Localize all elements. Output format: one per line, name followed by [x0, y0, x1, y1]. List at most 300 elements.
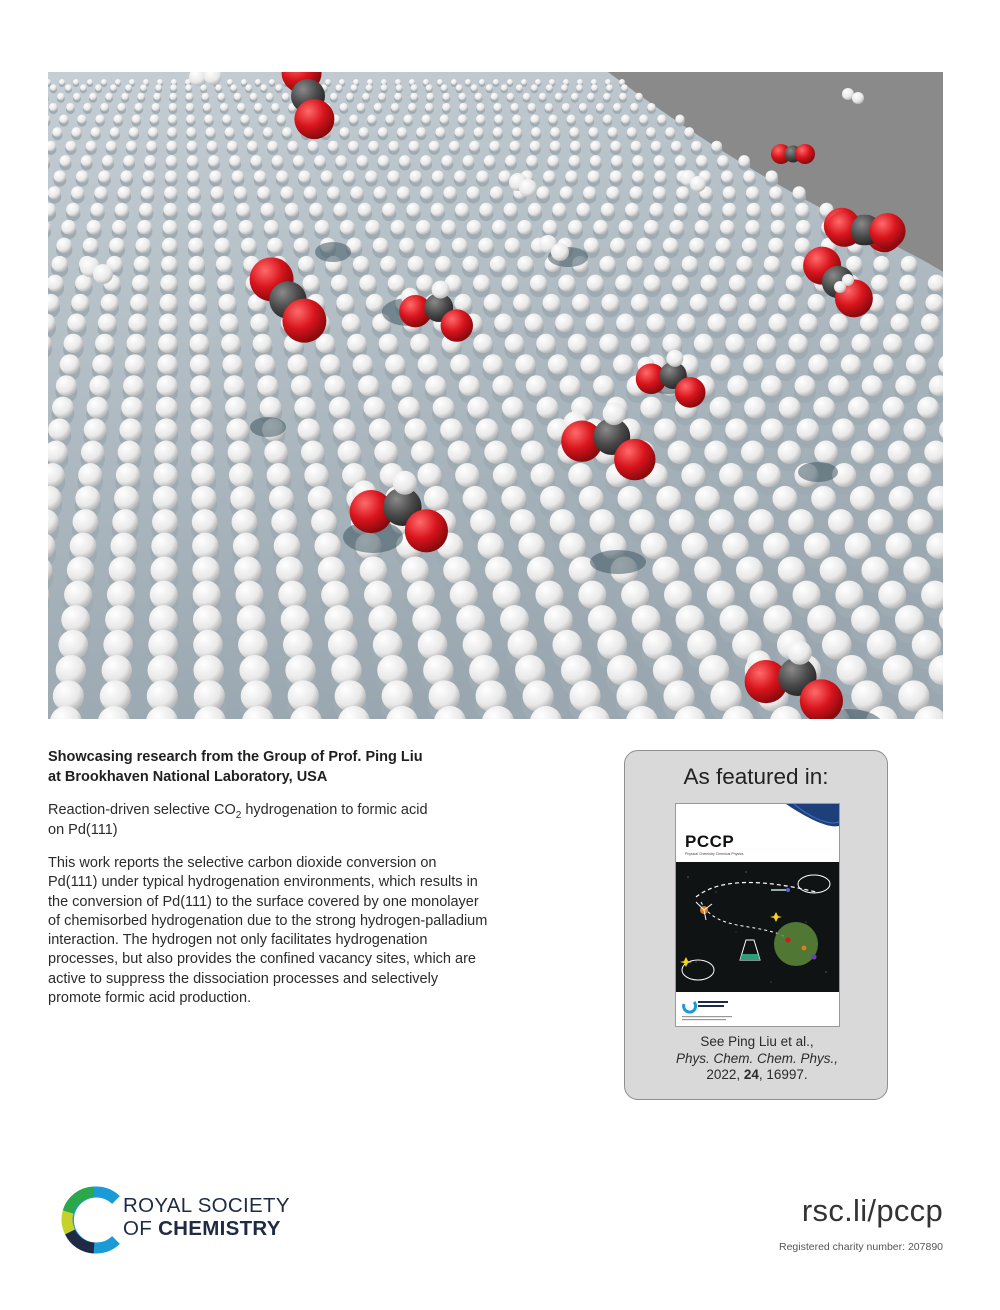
hydrogen-atom [364, 581, 392, 609]
hydrogen-atom [151, 556, 178, 583]
hydrogen-atom [189, 275, 206, 292]
hydrogen-atom [632, 605, 661, 634]
hydrogen-atom [440, 418, 463, 441]
hydrogen-atom [763, 533, 789, 559]
hydrogen-atom [768, 238, 783, 253]
pd-surface-illustration [48, 72, 943, 719]
featured-heading: As featured in: [683, 764, 829, 789]
hydrogen-atom [191, 463, 215, 487]
hydrogen-atom [511, 103, 519, 111]
hydrogen-atom [396, 84, 403, 91]
hydrogen-atom [539, 93, 547, 101]
hydrogen-atom [203, 103, 211, 111]
hydrogen-atom [788, 641, 812, 665]
hydrogen-atom [795, 375, 816, 396]
hydrogen-atom [647, 314, 666, 333]
journal-cover-thumbnail[interactable] [675, 803, 840, 1027]
wordmark-line-2 [123, 1217, 323, 1240]
hydrogen-atom [586, 314, 605, 333]
hydrogen-atom [395, 79, 401, 85]
hydrogen-atom [717, 155, 729, 167]
hydrogen-atom [226, 418, 249, 441]
hydrogen-atom [778, 556, 805, 583]
hydrogen-atom [669, 220, 684, 235]
hydrogen-atom [763, 605, 792, 634]
hydrogen-atom [426, 93, 434, 101]
hydrogen-atom [230, 486, 255, 511]
hydrogen-atom [91, 203, 105, 217]
hydrogen-atom [558, 275, 575, 292]
hydrogen-atom [324, 375, 345, 396]
hydrogen-atom [476, 114, 485, 123]
hydrogen-atom [551, 243, 569, 261]
title-subscript: 2 [235, 809, 242, 821]
hydrogen-atom [166, 155, 178, 167]
hydrogen-atom [81, 155, 93, 167]
hydrogen-atom [115, 79, 121, 85]
hydrogen-atom [168, 114, 177, 123]
hydrogen-atom [925, 294, 943, 312]
hydrogen-atom [380, 256, 396, 272]
hydrogen-atom [275, 84, 282, 91]
hydrogen-atom [298, 418, 321, 441]
hydrogen-atom [327, 186, 340, 199]
hydrogen-atom [517, 220, 532, 235]
hydrogen-atom [71, 127, 81, 137]
hydrogen-atom [237, 605, 266, 634]
hydrogen-atom [191, 418, 214, 441]
hydrogen-atom [571, 93, 579, 101]
hydrogen-atom [259, 114, 268, 123]
hydrogen-atom [187, 141, 198, 152]
hydrogen-atom [186, 93, 194, 101]
hydrogen-atom [850, 486, 875, 511]
hydrogen-atom [456, 605, 485, 634]
hydrogen-atom [59, 114, 68, 123]
hydrogen-atom [903, 556, 930, 583]
hydrogen-atom [467, 186, 480, 199]
hydrogen-atom [583, 186, 596, 199]
hydrogen-atom [219, 294, 237, 312]
hydrogen-atom [443, 93, 451, 101]
hydrogen-atom [778, 441, 801, 464]
hydrogen-atom [500, 605, 529, 634]
hydrogen-atom [192, 533, 218, 559]
hydrogen-atom [459, 93, 467, 101]
hydrogen-atom [67, 556, 94, 583]
hydrogen-atom [388, 275, 405, 292]
hydrogen-atom [298, 256, 314, 272]
hydrogen-atom [385, 114, 394, 123]
hydrogen-atom [66, 103, 74, 111]
hydrogen-atom [694, 556, 721, 583]
cover-artwork [676, 862, 839, 992]
hydrogen-atom [559, 533, 585, 559]
hydrogen-atom [106, 141, 117, 152]
hydrogen-atom [644, 220, 659, 235]
hydrogen-atom [154, 463, 178, 487]
hydrogen-atom [409, 79, 415, 85]
hydrogen-atom [187, 186, 200, 199]
hydrogen-atom [747, 203, 761, 217]
cover-subtitle: Physical Chemistry Chemical Physics [685, 852, 744, 856]
hydrogen-atom [93, 264, 113, 284]
hydrogen-atom [109, 238, 124, 253]
hydrogen-atom [164, 186, 177, 199]
charity-number: Registered charity number: 207890 [778, 1241, 943, 1253]
hydrogen-atom [899, 275, 916, 292]
hydrogen-atom [289, 220, 304, 235]
hydrogen-atom [412, 605, 441, 634]
hydrogen-atom [235, 581, 263, 609]
hydrogen-atom [501, 486, 526, 511]
hydrogen-atom [741, 441, 764, 464]
hydrogen-atom [66, 203, 80, 217]
hydrogen-atom [128, 314, 147, 333]
hydrogen-atom [283, 630, 313, 660]
hydrogen-atom [333, 418, 356, 441]
hydrogen-atom [891, 314, 910, 333]
hydrogen-atom [531, 127, 541, 137]
hydrogen-atom [87, 79, 93, 85]
hydrogen-atom [336, 84, 343, 91]
hydrogen-atom [603, 402, 626, 425]
hydrogen-atom [157, 79, 163, 85]
citation-journal: Phys. Chem. Chem. Phys., [675, 1050, 839, 1066]
hydrogen-atom [160, 294, 178, 312]
hydrogen-atom [804, 533, 830, 559]
hydrogen-atom [282, 127, 292, 137]
hydrogen-atom [618, 486, 643, 511]
hydrogen-atom [87, 220, 102, 235]
hydrogen-atom [921, 314, 940, 333]
hydrogen-atom [425, 375, 446, 396]
hydrogen-atom [795, 238, 810, 253]
hydrogen-atom [799, 314, 818, 333]
hydrogen-atom [576, 84, 583, 91]
hydrogen-atom [416, 220, 431, 235]
hydrogen-atom [377, 655, 407, 685]
hydrogen-atom [796, 220, 811, 235]
hydrogen-atom [862, 375, 883, 396]
hydrogen-atom [373, 238, 388, 253]
hydrogen-atom [367, 79, 373, 85]
hydrogen-atom [868, 418, 891, 441]
hydrogen-atom [443, 186, 456, 199]
hydrogen-atom [835, 581, 863, 609]
hydrogen-atom [121, 93, 129, 101]
hydrogen-atom [339, 79, 345, 85]
oxygen-atom [614, 439, 655, 480]
hydrogen-atom [543, 170, 555, 182]
hydrogen-atom [408, 256, 424, 272]
hydrogen-atom [531, 463, 555, 487]
hydrogen-atom [250, 314, 269, 333]
hydrogen-atom [50, 84, 57, 91]
hydrogen-atom [527, 556, 554, 583]
hydrogen-atom [378, 93, 386, 101]
hydrogen-atom [233, 533, 259, 559]
hydrogen-atom [52, 256, 68, 272]
hydrogen-atom [357, 103, 365, 111]
hydrogen-atom [425, 103, 433, 111]
hydrogen-atom [232, 509, 258, 535]
hydrogen-atom [499, 170, 511, 182]
hydrogen-atom [795, 203, 809, 217]
hydrogen-atom [410, 170, 422, 182]
hydrogen-atom [288, 141, 299, 152]
hydrogen-atom [166, 141, 177, 152]
hydrogen-atom [422, 114, 431, 123]
hydrogen-atom [416, 275, 433, 292]
hydrogen-atom [404, 114, 413, 123]
hydrogen-atom [569, 127, 579, 137]
citation-line-1: See Ping Liu et al., [700, 1034, 814, 1049]
cover-footer-graphic [676, 992, 839, 1026]
hydrogen-atom [883, 334, 902, 353]
hydrogen-atom [57, 93, 65, 101]
hydrogen-atom [675, 114, 684, 123]
hydrogen-atom [349, 114, 358, 123]
hydrogen-atom [828, 375, 849, 396]
hydrogen-atom [490, 256, 506, 272]
hydrogen-atom [546, 84, 553, 91]
hydrogen-atom [454, 127, 464, 137]
hydrogen-atom [666, 350, 683, 367]
hydrogen-atom [665, 127, 675, 137]
hydrogen-atom [95, 84, 102, 91]
hydrogen-atom [476, 103, 484, 111]
hydrogen-atom [478, 533, 504, 559]
hydrogen-atom [619, 79, 625, 85]
hydrogen-atom [401, 556, 428, 583]
hydrogen-atom [748, 509, 774, 535]
hydrogen-atom [677, 314, 696, 333]
hydrogen-atom [420, 155, 432, 167]
hydrogen-atom [222, 114, 231, 123]
hydrogen-atom [450, 354, 470, 374]
hydrogen-atom [102, 155, 114, 167]
cover-title: PCCP [685, 832, 735, 851]
hydrogen-atom [489, 141, 500, 152]
hydrogen-atom [635, 93, 643, 101]
showcase-heading [48, 747, 488, 787]
hydrogen-atom [94, 186, 107, 199]
hydrogen-atom [591, 79, 597, 85]
article-title [48, 800, 508, 840]
hydrogen-atom [772, 486, 797, 511]
hydrogen-atom [193, 581, 221, 609]
hydrogen-atom [822, 630, 852, 660]
hydrogen-atom [505, 155, 517, 167]
hydrogen-atom [707, 581, 735, 609]
hydrogen-atom [136, 238, 151, 253]
hydrogen-atom [294, 238, 309, 253]
hydrogen-atom [808, 294, 826, 312]
hydrogen-atom [550, 141, 561, 152]
hydrogen-atom [137, 220, 152, 235]
hydrogen-atom [467, 220, 482, 235]
hydrogen-atom [736, 256, 752, 272]
hydrogen-atom [224, 375, 245, 396]
showcase-line-2: at Brookhaven National Laboratory, USA [48, 769, 328, 785]
hydrogen-atom [471, 84, 478, 91]
hydrogen-atom [493, 127, 503, 137]
hydrogen-atom [750, 581, 778, 609]
hydrogen-atom [660, 294, 678, 312]
hydrogen-atom [518, 533, 544, 559]
hydrogen-atom [67, 314, 86, 333]
hydrogen-atom [309, 203, 323, 217]
journal-url-link[interactable]: rsc.li/pccp [801, 1193, 943, 1228]
hydrogen-atom [644, 275, 661, 292]
hydrogen-atom [271, 509, 297, 535]
hydrogen-atom [84, 418, 107, 441]
hydrogen-atom [257, 186, 270, 199]
hydrogen-atom [66, 141, 77, 152]
hydrogen-atom [227, 141, 238, 152]
hydrogen-atom [505, 334, 524, 353]
hydrogen-atom [160, 275, 177, 292]
hydrogen-atom [676, 186, 689, 199]
hydrogen-atom [743, 170, 755, 182]
hydrogen-atom [358, 375, 379, 396]
hydrogen-atom [512, 114, 521, 123]
hydrogen-atom [267, 463, 291, 487]
hydrogen-atom [148, 127, 158, 137]
hydrogen-atom [254, 170, 266, 182]
hydrogen-atom [291, 375, 312, 396]
hydrogen-atom [664, 581, 692, 609]
hydrogen-atom [613, 103, 621, 111]
hydrogen-atom [116, 463, 140, 487]
hydrogen-atom [675, 155, 687, 167]
hydrogen-atom [510, 141, 521, 152]
hydrogen-atom [682, 533, 708, 559]
hydrogen-atom [690, 294, 708, 312]
hydrogen-atom [89, 93, 97, 101]
hydrogen-atom [517, 256, 533, 272]
hydrogen-atom [269, 79, 275, 85]
hydrogen-atom [442, 103, 450, 111]
hydrogen-atom [190, 397, 212, 419]
hydrogen-atom [346, 93, 354, 101]
hydrogen-atom [505, 238, 520, 253]
hydrogen-atom [663, 238, 678, 253]
hydrogen-atom [157, 375, 178, 396]
hydrogen-atom [374, 441, 397, 464]
hydrogen-atom [871, 275, 888, 292]
hydrogen-atom [410, 334, 429, 353]
hydrogen-atom [441, 84, 448, 91]
hydrogen-atom [123, 375, 144, 396]
hydrogen-atom [761, 418, 784, 441]
hydrogen-atom [672, 275, 689, 292]
hydrogen-atom [193, 605, 222, 634]
hydrogen-atom [105, 605, 134, 634]
vacancy-site [315, 242, 351, 262]
hydrogen-atom [694, 334, 713, 353]
hydrogen-atom [621, 581, 649, 609]
hydrogen-atom [465, 79, 471, 85]
hydrogen-atom [411, 84, 418, 91]
hydrogen-atom [456, 84, 463, 91]
hydrogen-atom [873, 354, 893, 374]
hydrogen-atom [159, 314, 178, 333]
hydrogen-atom [771, 220, 786, 235]
hydrogen-atom [820, 334, 839, 353]
hydrogen-atom [285, 203, 299, 217]
hydrogen-atom [535, 581, 563, 609]
hydrogen-atom [493, 79, 499, 85]
hydrogen-atom [590, 155, 602, 167]
hydrogen-atom [107, 581, 135, 609]
hydrogen-atom [709, 509, 735, 535]
hydrogen-atom [321, 170, 333, 182]
hydrogen-atom [639, 114, 648, 123]
hydrogen-atom [454, 294, 472, 312]
hydrogen-atom [192, 486, 217, 511]
hydrogen-atom [153, 93, 161, 101]
hydrogen-atom [236, 203, 250, 217]
hydrogen-atom [521, 79, 527, 85]
hydrogen-atom [473, 275, 490, 292]
hydrogen-atom [385, 354, 405, 374]
hydrogen-atom [52, 397, 74, 419]
hydrogen-atom [228, 441, 251, 464]
hydrogen-atom [222, 354, 242, 374]
hydrogen-atom [239, 220, 254, 235]
hydrogen-atom [896, 294, 914, 312]
hydrogen-atom [80, 84, 87, 91]
hydrogen-atom [167, 127, 177, 137]
hydrogen-atom [567, 114, 576, 123]
hydrogen-atom [793, 186, 806, 199]
hydrogen-atom [719, 463, 743, 487]
hydrogen-atom [311, 509, 337, 535]
hydrogen-atom [878, 581, 906, 609]
hydrogen-atom [572, 294, 590, 312]
hydrogen-atom [188, 220, 203, 235]
hydrogen-atom [406, 203, 420, 217]
hydrogen-atom [397, 186, 410, 199]
hydrogen-atom [170, 84, 177, 91]
hydrogen-atom [721, 170, 733, 182]
hydrogen-atom [493, 463, 517, 487]
hydrogen-atom [443, 556, 470, 583]
hydrogen-atom [807, 605, 836, 634]
hydrogen-atom [521, 441, 544, 464]
hydrogen-atom [320, 354, 340, 374]
hydrogen-atom [399, 155, 411, 167]
hydrogen-atom [654, 170, 666, 182]
hydrogen-atom [130, 294, 148, 312]
hydrogen-atom [253, 334, 272, 353]
hydrogen-atom [73, 93, 81, 101]
hydrogen-atom [244, 127, 254, 137]
hydrogen-atom [394, 93, 402, 101]
hydrogen-atom [469, 141, 480, 152]
hydrogen-atom [435, 256, 451, 272]
hydrogen-atom [493, 103, 501, 111]
hydrogen-atom [234, 186, 247, 199]
hydrogen-atom [304, 186, 317, 199]
hydrogen-atom [459, 103, 467, 111]
hydrogen-atom [271, 103, 279, 111]
hydrogen-atom [165, 170, 177, 182]
hydrogen-atom [589, 509, 615, 535]
hydrogen-atom [423, 655, 453, 685]
